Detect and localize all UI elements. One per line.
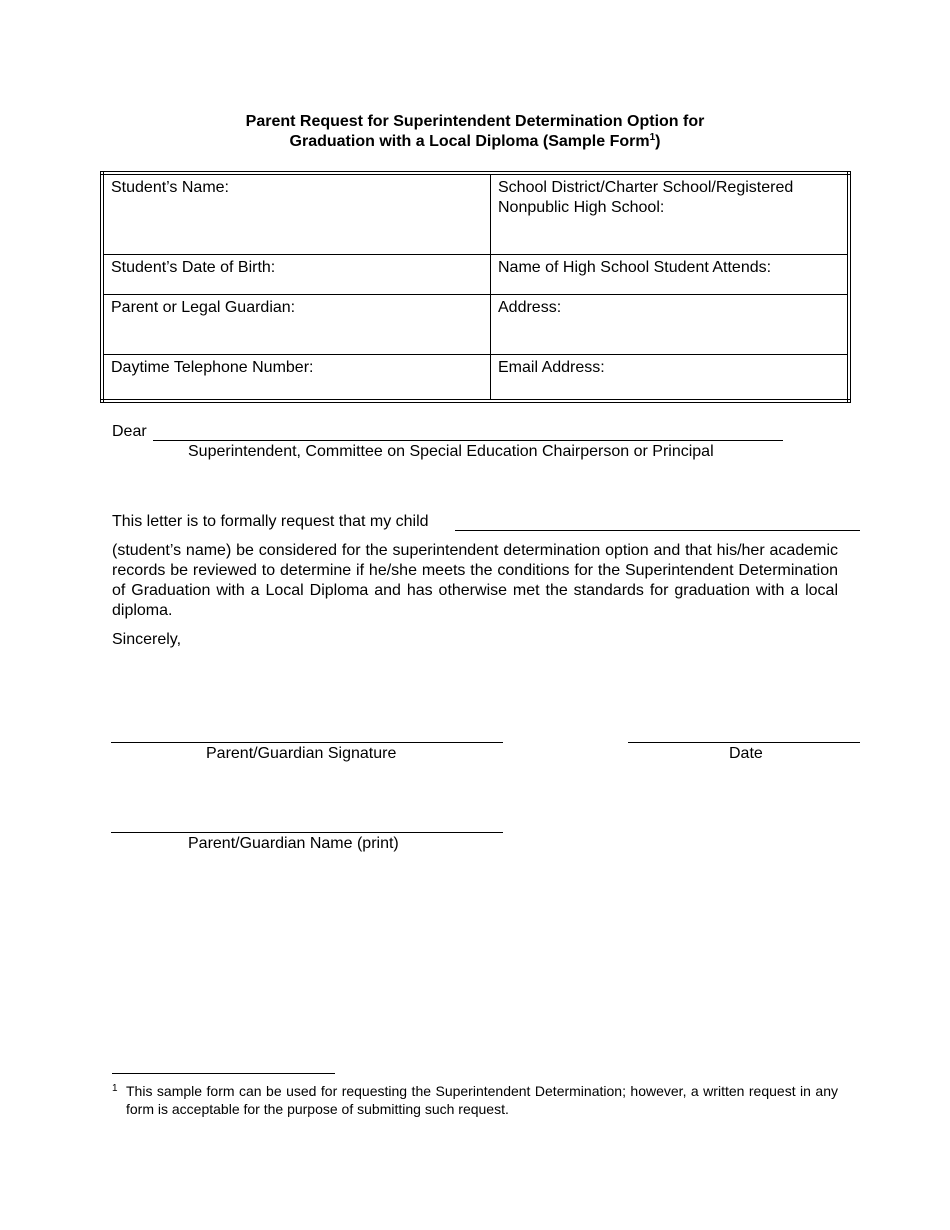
high-school-field[interactable]: Name of High School Student Attends:: [491, 254, 850, 294]
student-info-table: [100, 171, 851, 403]
letter-body: (student’s name) be considered for the superintendent determination option and that his/her academic records be reviewed to determine if he/she meets the conditions for the Superintendent Determination of Graduation with a Local Diploma and has otherwise met the standards for graduation with a local diploma.: [112, 542, 838, 619]
signature-caption: Parent/Guardian Signature: [206, 745, 397, 762]
salutation-dear: Dear: [112, 423, 147, 440]
school-district-field[interactable]: School District/Charter School/Registered Nonpublic High School:: [491, 173, 850, 254]
title-line-1: Parent Request for Superintendent Determination Option for: [245, 113, 705, 130]
print-name-caption: Parent/Guardian Name (print): [188, 835, 399, 852]
signature-line[interactable]: [111, 742, 503, 743]
letter-lead: This letter is to formally request that my child: [112, 513, 429, 530]
date-of-birth-field[interactable]: Student’s Date of Birth:: [102, 254, 491, 294]
title-footnote-ref: 1: [649, 132, 656, 143]
address-field[interactable]: Address:: [491, 294, 850, 354]
footnote-text: This sample form can be used for requesting the Superintendent Determination; however, a written request in any form is acceptable for the purpose of submitting such request.: [126, 1083, 838, 1117]
recipient-name-line[interactable]: [153, 440, 783, 441]
date-caption: Date: [729, 745, 763, 762]
student-name-field[interactable]: Student’s Name:: [102, 173, 491, 254]
footnote-number: 1: [112, 1083, 118, 1094]
date-line[interactable]: [628, 742, 860, 743]
form-title: [0, 112, 950, 152]
closing: Sincerely,: [112, 631, 182, 648]
footnote-separator: [112, 1073, 335, 1074]
print-name-line[interactable]: [111, 832, 503, 833]
footnote: [112, 1082, 838, 1118]
child-name-line[interactable]: [455, 530, 860, 531]
title-line-2: Graduation with a Local Diploma (Sample Form$^1$): [289, 132, 661, 150]
recipient-caption: Superintendent, Committee on Special Education Chairperson or Principal: [188, 443, 714, 460]
email-field[interactable]: Email Address:: [491, 354, 850, 401]
guardian-field[interactable]: Parent or Legal Guardian:: [102, 294, 491, 354]
telephone-field[interactable]: Daytime Telephone Number:: [102, 354, 491, 401]
